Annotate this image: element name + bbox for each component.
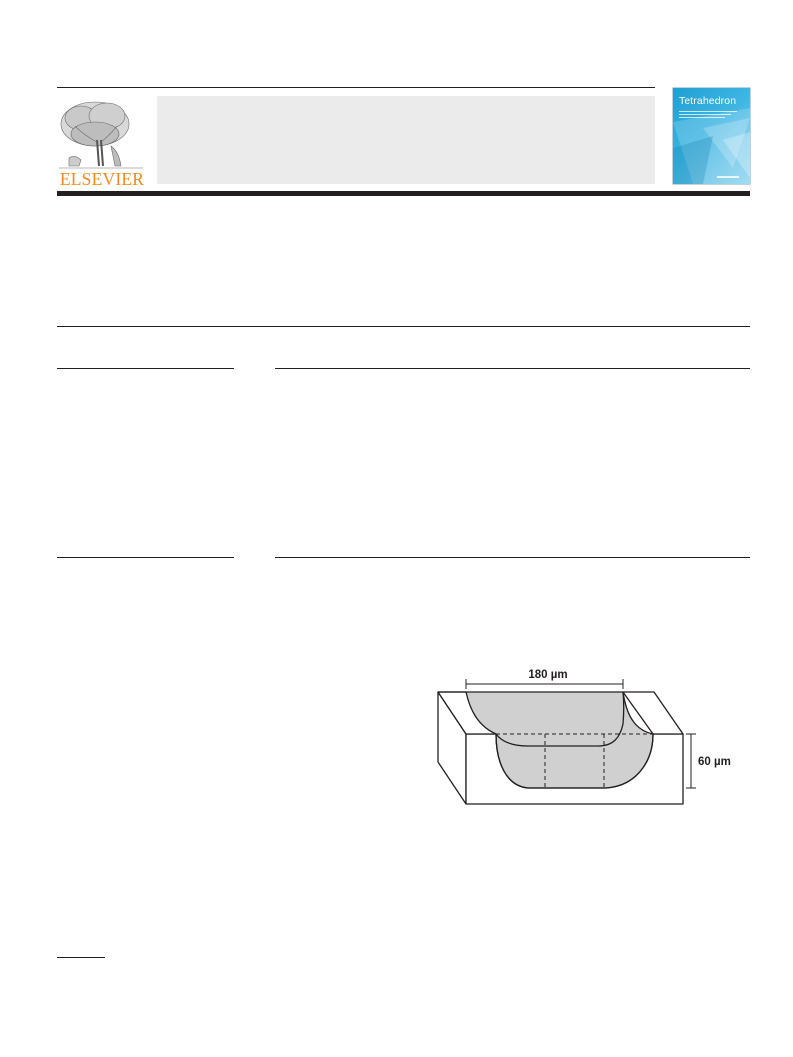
cover-subtitle-line — [679, 114, 731, 115]
article-info-rule — [57, 368, 234, 369]
top-rule — [57, 87, 655, 88]
footnote-rule — [57, 957, 105, 958]
cover-publisher-mark — [717, 176, 739, 178]
journal-banner — [157, 96, 655, 184]
journal-cover-thumbnail — [673, 88, 750, 184]
publisher-wordmark: ELSEVIER — [59, 169, 145, 189]
depth-label: 60 µm — [698, 756, 731, 768]
width-label: 180 µm — [528, 669, 568, 681]
keywords-rule — [57, 557, 234, 558]
cover-subtitle-line — [679, 111, 737, 112]
title-block-rule — [57, 326, 750, 327]
cover-subtitle-line — [679, 117, 725, 118]
journal-cover-title: Tetrahedron — [679, 95, 737, 107]
abstract-rule — [275, 368, 750, 369]
header-thick-rule — [57, 191, 750, 196]
abstract-bottom-rule — [275, 557, 750, 558]
microchannel-diagram — [428, 662, 740, 814]
